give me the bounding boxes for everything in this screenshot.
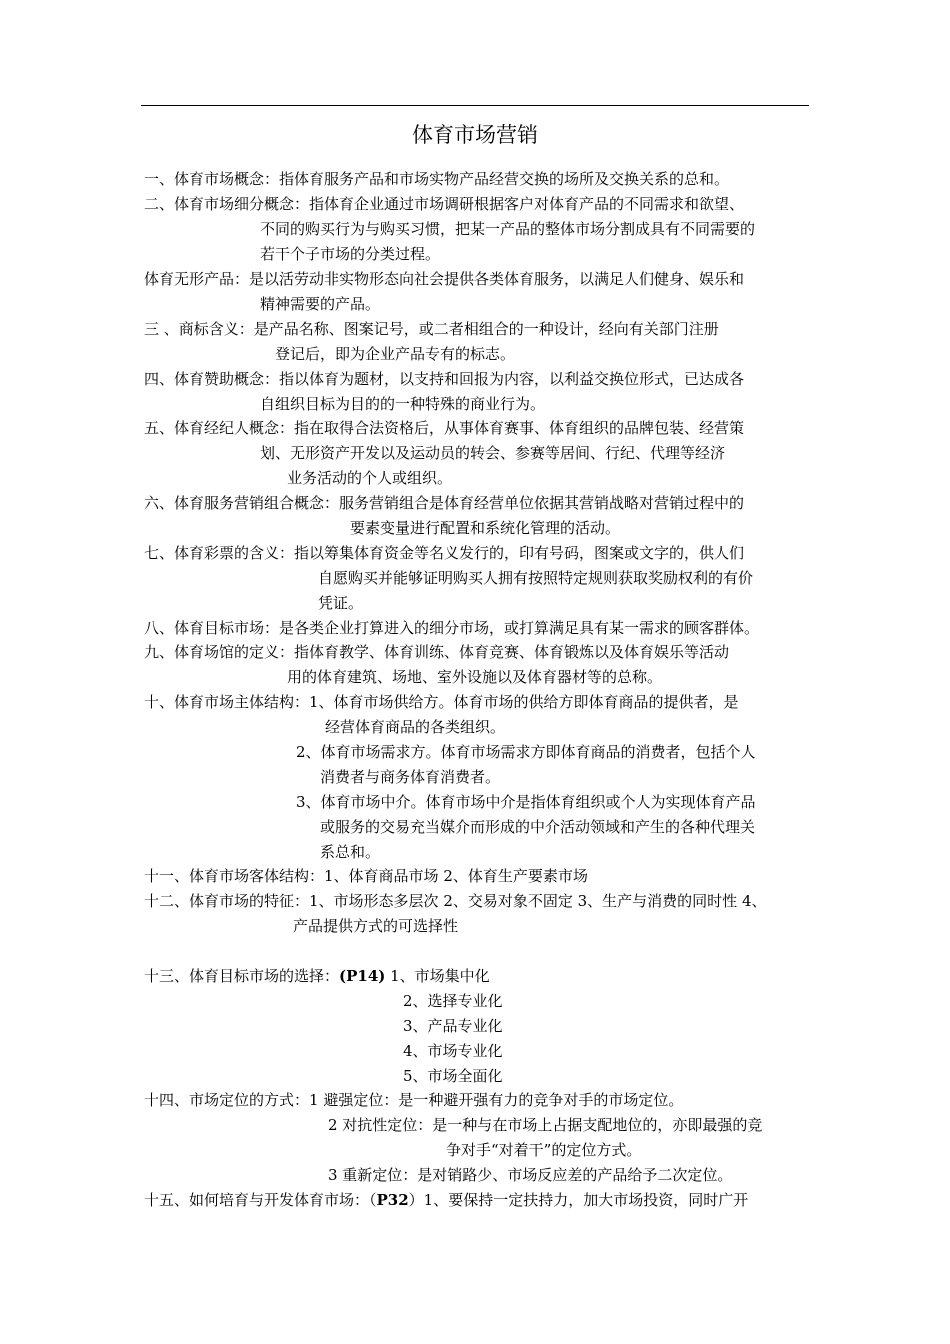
text-line: 5、市场全面化 (403, 1067, 503, 1085)
text-line: 三 、商标含义：是产品名称、图案记号，或二者相组合的一种设计，经向有关部门注册 (144, 320, 719, 338)
text-line: 3、产品专业化 (403, 1017, 503, 1035)
text-line: 七、体育彩票的含义：指以筹集体育资金等名义发行的，印有号码，图案或文字的，供人们 (144, 544, 745, 562)
text-line: 经营体育商品的各类组织。 (325, 718, 506, 736)
text-segment: 十三、体育目标市场的选择： (144, 967, 340, 985)
text-line: 五、体育经纪人概念：指在取得合法资格后，从事体育赛事、体育组织的品牌包装、经营策 (144, 419, 745, 437)
text-line: 登记后，即为企业产品专有的标志。 (275, 345, 516, 363)
text-line: 争对手“对着干”的定位方式。 (446, 1141, 642, 1159)
text-line (144, 964, 490, 988)
text-line: 一、体育市场概念：指体育服务产品和市场实物产品经营交换的场所及交换关系的总和。 (144, 170, 730, 188)
text-line: 业务活动的个人或组织。 (287, 469, 453, 487)
text-line: 用的体育建筑、场地、室外设施以及体育器材等的总称。 (287, 668, 663, 686)
text-line: 划、无形资产开发以及运动员的转会、参赛等居间、行纪、代理等经济 (260, 444, 726, 462)
text-line (144, 1188, 748, 1212)
text-line: 不同的购买行为与购买习惯，把某一产品的整体市场分割成具有不同需要的 (260, 220, 756, 238)
text-line: 3、体育市场中介。体育市场中介是指体育组织或个人为实现体育产品 (296, 793, 756, 811)
page-reference: (P14) (339, 967, 386, 985)
text-line: 2 对抗性定位：是一种与在市场上占据支配地位的，亦即最强的竞 (328, 1116, 763, 1134)
text-line: 2、体育市场需求方。体育市场需求方即体育商品的消费者，包括个人 (296, 743, 756, 761)
text-line: 凭证。 (318, 594, 364, 612)
text-segment: ）1、要保持一定扶持力，加大市场投资，同时广开 (408, 1191, 749, 1209)
text-line: 体育无形产品：是以活劳动非实物形态向社会提供各类体育服务，以满足人们健身、娱乐和 (144, 270, 745, 288)
text-line: 2、选择专业化 (403, 992, 503, 1010)
text-line: 4、市场专业化 (403, 1042, 503, 1060)
text-line: 自组织目标为目的的一种特殊的商业行为。 (260, 395, 546, 413)
text-line: 自愿购买并能够证明购买人拥有按照特定规则获取奖励权利的有价 (318, 569, 754, 587)
text-line: 消费者与商务体育消费者。 (320, 768, 501, 786)
text-line: 二、体育市场细分概念：指体育企业通过市场调研根据客户对体育产品的不同需求和欲望、 (144, 195, 745, 213)
text-line: 四、体育赞助概念：指以体育为题材，以支持和回报为内容，以利益交换位形式，已达成各 (144, 370, 745, 388)
text-line: 十、体育市场主体结构：1、体育市场供给方。体育市场的供给方即体育商品的提供者，是 (144, 693, 739, 711)
text-line: 十二、体育市场的特征：1、市场形态多层次 2、交易对象不固定 3、生产与消费的同时性 4、 (144, 892, 767, 910)
text-line: 八、体育目标市场：是各类企业打算进入的细分市场，或打算满足具有某一需求的顾客群体。 (144, 619, 760, 637)
text-line: 产品提供方式的可选择性 (293, 917, 459, 935)
text-segment: 十五、如何培育与开发体育市场：（ (144, 1191, 377, 1209)
text-line: 要素变量进行配置和系统化管理的活动。 (350, 519, 621, 537)
page-reference: P32 (376, 1191, 409, 1209)
text-line: 若干个子市场的分类过程。 (260, 245, 441, 263)
text-line: 十一、体育市场客体结构：1、体育商品市场 2、体育生产要素市场 (144, 867, 588, 885)
text-line: 九、体育场馆的定义：指体育教学、体育训练、体育竞赛、体育锻炼以及体育娱乐等活动 (144, 643, 730, 661)
text-line: 或服务的交易充当媒介而形成的中介活动领域和产生的各种代理关 (320, 818, 756, 836)
text-line: 六、体育服务营销组合概念：服务营销组合是体育经营单位依据其营销战略对营销过程中的 (144, 494, 745, 512)
text-line: 系总和。 (320, 843, 381, 861)
text-line: 精神需要的产品。 (260, 295, 381, 313)
text-line: 3 重新定位：是对销路少、市场反应差的产品给予二次定位。 (328, 1166, 733, 1184)
page-title: 体育市场营销 (412, 123, 538, 147)
text-segment: 1、市场集中化 (385, 967, 490, 985)
header-rule (141, 105, 809, 106)
text-line: 十四、市场定位的方式：1 避强定位：是一种避开强有力的竞争对手的市场定位。 (144, 1091, 684, 1109)
